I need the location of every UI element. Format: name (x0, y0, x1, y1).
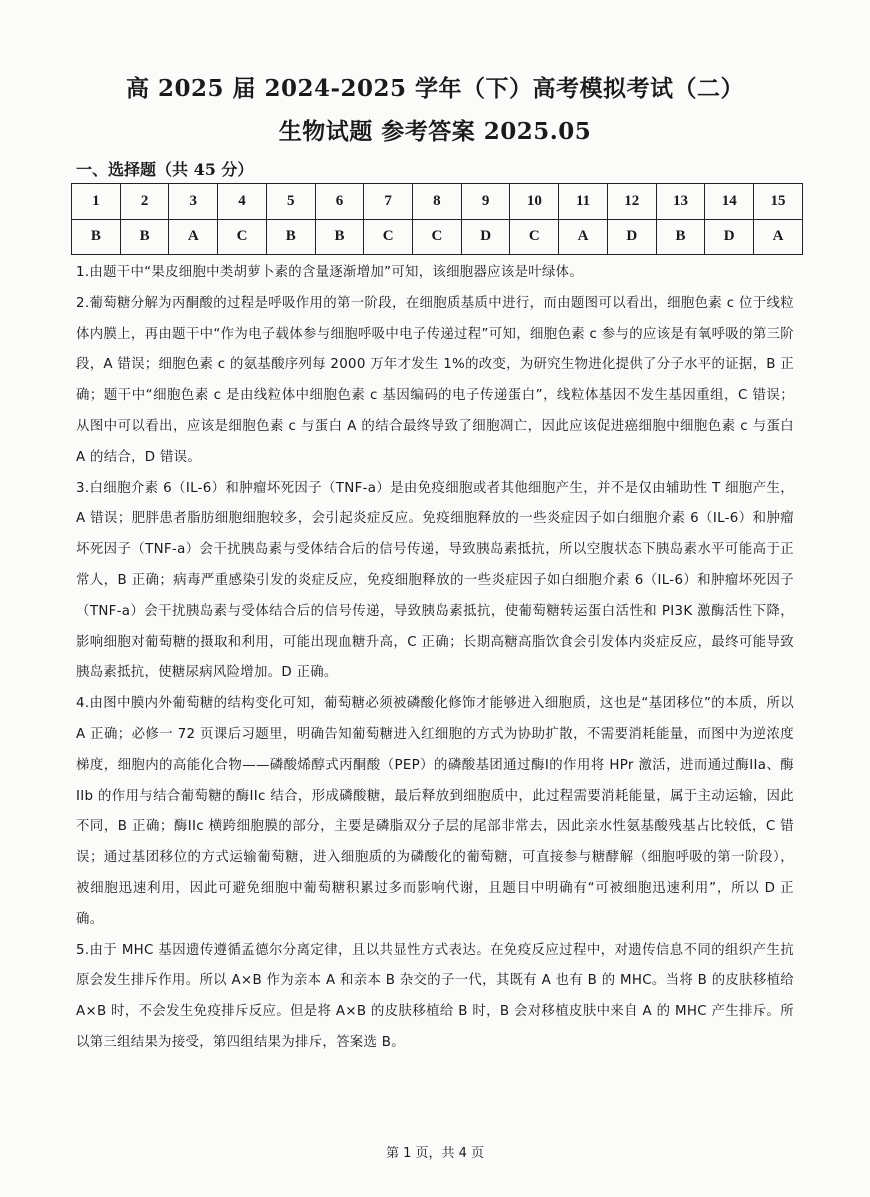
answer-cell: A (559, 219, 608, 255)
answer-cell: C (218, 219, 267, 255)
answer-cell: B (120, 219, 169, 255)
question-number: 14 (705, 184, 754, 220)
page-subtitle: 生物试题 参考答案 2025.05 (278, 118, 592, 145)
answer-cell: C (413, 219, 462, 255)
answer-table (71, 183, 803, 255)
question-number-row (72, 184, 803, 220)
answer-cell: D (607, 219, 656, 255)
question-number: 13 (656, 184, 705, 220)
explanation-paragraph: 2.葡萄糖分解为丙酮酸的过程是呼吸作用的第一阶段，在细胞质基质中进行，而由题图可以看出，细胞色素 c 位于线粒体内膜上，再由题干中“作为电子载体参与细胞呼吸中电子传递过程”可知，细胞色素 c 参与的应该是有氧呼吸的第三阶段，A 错误；细胞色素 c 的氨基酸序列每 2000 万年才发生 1%的改变，为研究生物进化提供了分子水平的证据，B 正确；题干中“细胞色素 c 是由线粒体中细胞色素 c 基因编码的电子传递蛋白”，线粒体基因不发生基因重组，C 错误；从图中可以看出，应该是细胞色素 c 与蛋白 A 的结合最终导致了细胞凋亡，因此应该促进癌细胞中细胞色素 c 与蛋白 A 的结合，D 错误。 (76, 295, 795, 465)
page-footer: 第 1 页，共 4 页 (385, 1146, 485, 1161)
explanation-paragraph: 3.白细胞介素 6（IL-6）和肿瘤坏死因子（TNF-a）是由免疫细胞或者其他细胞产生，并不是仅由辅助性 T 细胞产生，A 错误；肥胖患者脂肪细胞细胞较多，会引起炎症反应。免疫细胞释放的一些炎症因子如白细胞介素 6（IL-6）和肿瘤坏死因子（TNF-a）会干扰胰岛素与受体结合后的信号传递，导致胰岛素抵抗，所以空腹状态下胰岛素水平可能高于正常人，B 正确；病毒严重感染引发的炎症反应，免疫细胞释放的一些炎症因子如白细胞介素 6（IL-6）和肿瘤坏死因子（TNF-a）会干扰胰岛素与受体结合后的信号传递，导致胰岛素抵抗，使葡萄糖转运蛋白活性和 PI3K 激酶活性下降，影响细胞对葡萄糖的摄取和利用，可能出现血糖升高，C 正确；长期高糖高脂饮食会引发体内炎症反应，最终可能导致胰岛素抵抗，使糖尿病风险增加。D 正确。 (76, 480, 794, 681)
question-number: 12 (607, 184, 656, 220)
answer-row (72, 219, 803, 255)
section-heading: 一、选择题（共 45 分） (76, 160, 254, 179)
explanation-paragraph: 1.由题干中“果皮细胞中类胡萝卜素的含量逐渐增加”可知，该细胞器应该是叶绿体。 (76, 265, 584, 280)
answer-cell: A (754, 219, 803, 255)
question-number: 15 (754, 184, 803, 220)
page-title: 高 2025 届 2024-2025 学年（下）高考模拟考试（二） (125, 75, 745, 102)
question-number: 7 (364, 184, 413, 220)
question-number: 5 (266, 184, 315, 220)
question-number: 8 (413, 184, 462, 220)
question-number: 9 (461, 184, 510, 220)
question-number: 3 (169, 184, 218, 220)
answer-cell: A (169, 219, 218, 255)
question-number: 11 (559, 184, 608, 220)
explanation-paragraph: 4.由图中膜内外葡萄糖的结构变化可知，葡萄糖必须被磷酸化修饰才能够进入细胞质，这也是“基团移位”的本质，所以 A 正确；必修一 72 页课后习题里，明确告知葡萄糖进入红细胞的方式为协助扩散，不需要消耗能量，而图中为逆浓度梯度，细胞内的高能化合物——磷酸烯醇式丙酮酸（PEP）的磷酸基团通过酶I的作用将 HPr 激活，进而通过酶IIa、酶IIb 的作用与结合葡萄糖的酶IIc 结合，形成磷酸糖，最后释放到细胞质中，此过程需要消耗能量，属于主动运输，因此不同，B 正确；酶IIc 横跨细胞膜的部分，主要是磷脂双分子层的尾部非常去，因此亲水性氨基酸残基占比较低，C 错误；通过基团移位的方式运输葡萄糖，进入细胞质的为磷酸化的葡萄糖，可直接参与糖酵解（细胞呼吸的第一阶段），被细胞迅速利用，因此可避免细胞中葡萄糖积累过多而影响代谢，且题目中明确有“可被细胞迅速利用”，所以 D 正确。 (76, 696, 794, 927)
answer-cell: D (461, 219, 510, 255)
question-number: 4 (218, 184, 267, 220)
answer-cell: D (705, 219, 754, 255)
question-number: 1 (72, 184, 121, 220)
question-number: 10 (510, 184, 559, 220)
answer-cell: C (510, 219, 559, 255)
explanations (76, 258, 794, 1059)
answer-cell: B (656, 219, 705, 255)
question-number: 2 (120, 184, 169, 220)
answer-cell: C (364, 219, 413, 255)
answer-cell: B (266, 219, 315, 255)
answer-cell: B (72, 219, 121, 255)
question-number: 6 (315, 184, 364, 220)
explanation-paragraph: 5.由于 MHC 基因遗传遵循孟德尔分离定律，且以共显性方式表达。在免疫反应过程中，对遗传信息不同的组织产生抗原会发生排斥作用。所以 A×B 作为亲本 A 和亲本 B 杂交的子一代，其既有 A 也有 B 的 MHC。当将 B 的皮肤移植给 A×B 时，不会发生免疫排斥反应。但是将 A×B 的皮肤移植给 B 时，B 会对移植皮肤中来自 A 的 MHC 产生排斥。所以第三组结果为接受，第四组结果为排斥，答案选 B。 (76, 942, 794, 1050)
answer-cell: B (315, 219, 364, 255)
